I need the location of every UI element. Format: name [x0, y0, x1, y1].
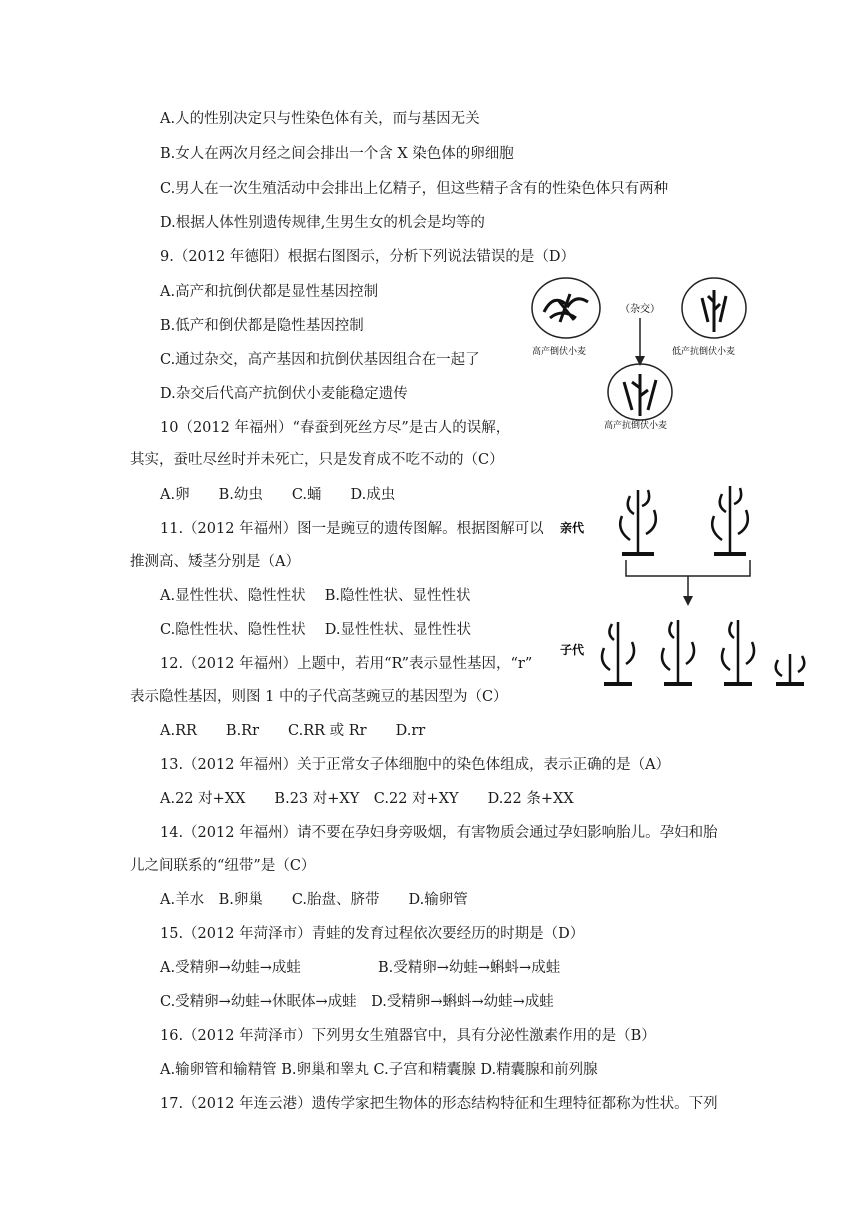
soil-line [724, 682, 752, 686]
cross-lines [626, 560, 750, 598]
children-label: 子代 [560, 643, 585, 657]
hybrid-wheat-icon [624, 374, 656, 416]
tall-pea-plant-icon [620, 490, 656, 552]
question-text: 14.（2012 年福州）请不要在孕妇身旁吸烟，有害物质会通过孕妇影响胎儿。孕妇和胎 [160, 825, 718, 841]
tall-pea-plant-icon [722, 620, 754, 682]
upright-wheat-icon [702, 290, 726, 332]
parents-label: 亲代 [560, 521, 585, 535]
wheat-cross-diagram [530, 272, 756, 432]
question-text: 17.（2012 年连云港）遗传学家把生物体的形态结构特征和生理特征都称为性状。下列 [160, 1096, 718, 1112]
tall-pea-plant-icon [712, 486, 748, 552]
question-text: 12.（2012 年福州）上题中，若用“R”表示显性基因，“r” [160, 656, 533, 672]
question-text: 推测高、矮茎分别是（A） [130, 554, 300, 570]
question-text: 表示隐性基因，则图 1 中的子代高茎豌豆的基因型为（C） [130, 689, 508, 705]
question-text: 9.（2012 年德阳）根据右图图示，分析下列说法错误的是（D） [160, 249, 575, 265]
soil-line [664, 682, 692, 686]
option-text: A.羊水 B.卵巢 C.胎盘、脐带 D.输卵管 [160, 892, 468, 908]
option-text: C.受精卵→幼蛙→休眠体→成蛙 D.受精卵→蝌蚪→幼蛙→成蛙 [160, 994, 554, 1010]
option-text: A.输卵管和输精管 B.卵巢和睾丸 C.子宫和精囊腺 D.精囊腺和前列腺 [160, 1062, 598, 1078]
option-text: B.低产和倒伏都是隐性基因控制 [160, 318, 364, 334]
tall-pea-plant-icon [662, 620, 694, 682]
pea-inheritance-diagram [560, 470, 814, 704]
question-text: 15.（2012 年菏泽市）青蛙的发育过程依次要经历的时期是（D） [160, 926, 585, 942]
option-text: A.RR B.Rr C.RR 或 Rr D.rr [160, 723, 426, 739]
fallen-wheat-icon [544, 294, 588, 322]
question-text: 其实，蚕吐尽丝时并未死亡，只是发育成不吃不动的（C） [130, 452, 504, 468]
soil-line [714, 552, 746, 556]
question-text: 16.（2012 年菏泽市）下列男女生殖器官中，具有分泌性激素作用的是（B） [160, 1028, 656, 1044]
option-text: C.通过杂交，高产基因和抗倒伏基因组合在一起了 [160, 352, 480, 368]
soil-line [622, 552, 654, 556]
option-text: B.女人在两次月经之间会排出一个含 X 染色体的卵细胞 [160, 146, 514, 162]
option-text: A.受精卵→幼蛙→成蛙 B.受精卵→幼蛙→蝌蚪→成蛙 [160, 960, 561, 976]
question-text: 10（2012 年福州）“春蚕到死丝方尽”是古人的误解， [160, 420, 511, 436]
option-text: A.卵 B.幼虫 C.蛹 D.成虫 [160, 487, 396, 503]
option-text: C.隐性性状、隐性性状 D.显性性状、显性性状 [160, 622, 472, 638]
parent-left-label: 高产倒伏小麦 [532, 347, 587, 357]
option-text: D.杂交后代高产抗倒伏小麦能稳定遗传 [160, 386, 408, 402]
option-text: A.显性性状、隐性性状 B.隐性性状、显性性状 [160, 588, 471, 604]
parent-right-label: 低产抗倒伏小麦 [672, 347, 736, 357]
question-text: 13.（2012 年福州）关于正常女子体细胞中的染色体组成，表示正确的是（A） [160, 757, 671, 773]
option-text: C.男人在一次生殖活动中会排出上亿精子，但这些精子含有的性染色体只有两种 [160, 181, 669, 197]
question-text: 11.（2012 年福州）图一是豌豆的遗传图解。根据图解可以 [160, 521, 544, 537]
option-text: A.高产和抗倒伏都是显性基因控制 [160, 284, 379, 300]
question-text: 儿之间联系的“纽带”是（C） [130, 858, 316, 874]
option-text: A.人的性别决定只与性染色体有关，而与基因无关 [160, 111, 480, 127]
offspring-label: 高产抗倒伏小麦 [604, 421, 668, 431]
option-text: D.根据人体性别遗传规律,生男生女的机会是均等的 [160, 215, 485, 231]
cross-label: （杂交） [620, 304, 660, 315]
short-pea-plant-icon [776, 654, 805, 682]
tall-pea-plant-icon [602, 622, 634, 682]
soil-line [604, 682, 632, 686]
arrow-head-icon [683, 596, 693, 606]
soil-line [776, 682, 804, 686]
option-text: A.22 对+XX B.23 对+XY C.22 对+XY D.22 条+XX [160, 791, 574, 807]
